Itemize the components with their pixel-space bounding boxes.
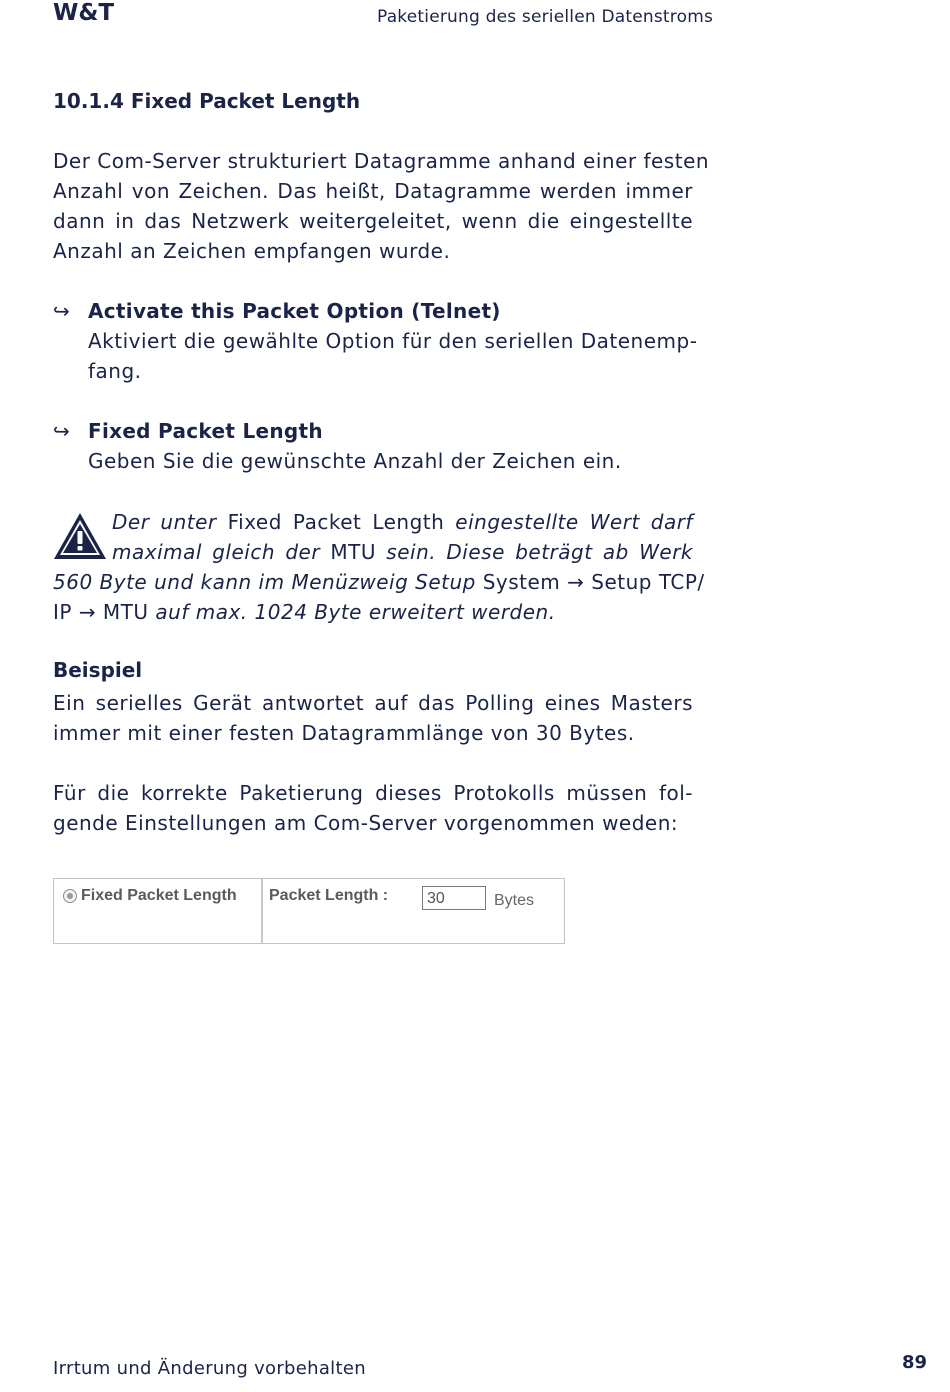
brand-logo: W&T <box>53 0 115 26</box>
option-cell <box>54 879 263 943</box>
bullet-description <box>88 326 698 386</box>
settings-screenshot <box>53 878 565 944</box>
packet-length-label: Packet Length : <box>269 887 389 904</box>
page-number: 89 <box>902 1352 928 1373</box>
arrow-icon: ↪ <box>53 299 70 323</box>
footer-note: Irrtum und Änderung vorbehalten <box>53 1358 366 1379</box>
text-line: IP → MTU auf max. 1024 Byte erweitert werden. <box>53 600 556 624</box>
bullet-title: Fixed Packet Length <box>88 419 323 443</box>
text-line: Anzahl an Zeichen empfangen wurde. <box>53 239 451 263</box>
radio-label: Fixed Packet Length <box>81 887 237 904</box>
example-paragraph <box>53 688 693 748</box>
text-line: dann in das Netzwerk weitergeleitet, wenn die eingestellte <box>53 209 693 233</box>
section-title: 10.1.4 Fixed Packet Length <box>53 89 361 113</box>
unit-label: Bytes <box>494 892 535 909</box>
text-line: Für die korrekte Paketierung dieses Protokolls müssen fol- <box>53 781 693 805</box>
bullet-description <box>88 446 693 476</box>
text-line: Ein serielles Gerät antwortet auf das Polling eines Masters <box>53 691 693 715</box>
packet-length-input[interactable]: 30 <box>422 886 486 910</box>
text-line: Der unter Fixed Packet Length eingestellte Wert darf <box>112 510 693 534</box>
bullet-title: Activate this Packet Option (Telnet) <box>88 299 501 323</box>
text-line: Der Com-Server strukturiert Datagramme anhand einer festen <box>53 149 710 173</box>
text-line: gende Einstellungen am Com-Server vorgenommen weden: <box>53 811 679 835</box>
arrow-icon: ↪ <box>53 419 70 443</box>
intro-paragraph <box>53 146 710 266</box>
radio-button[interactable] <box>63 889 77 903</box>
text-line: maximal gleich der MTU sein. Diese beträgt ab Werk <box>112 540 694 564</box>
text-line: immer mit einer festen Datagrammlänge von 30 Bytes. <box>53 721 635 745</box>
text-line: fang. <box>88 359 142 383</box>
example-paragraph <box>53 778 693 838</box>
text-line: Geben Sie die gewünschte Anzahl der Zeichen ein. <box>88 449 622 473</box>
text-line: Anzahl von Zeichen. Das heißt, Datagramme werden immer <box>53 179 693 203</box>
example-heading: Beispiel <box>53 658 143 682</box>
warning-note <box>53 507 705 627</box>
text-line: Aktiviert die gewählte Option für den seriellen Datenemp- <box>88 329 698 353</box>
text-line: 560 Byte und kann im Menüzweig Setup System → Setup TCP/ <box>53 570 705 594</box>
running-header: Paketierung des seriellen Datenstroms <box>377 7 714 27</box>
